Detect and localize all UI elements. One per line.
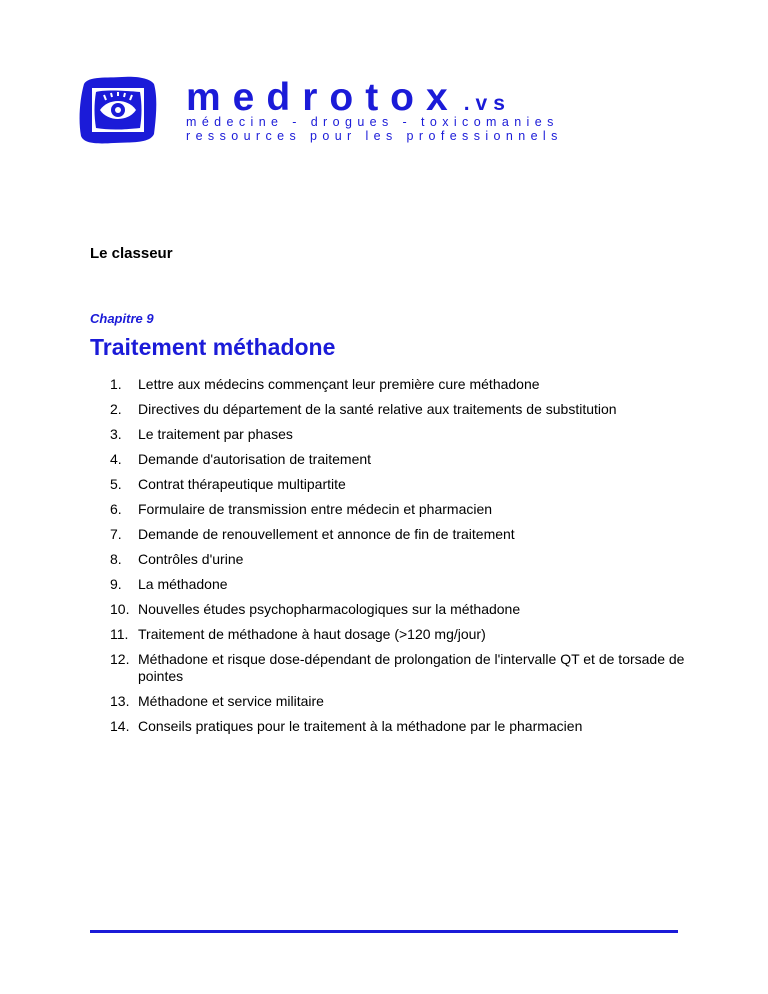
toc-item-number: 12. — [110, 651, 130, 667]
toc-item-text: Méthadone et risque dose-dépendant de prolongation de l'intervalle QT et de torsade de pointes — [138, 651, 685, 684]
toc-item-number: 1. — [110, 376, 122, 392]
toc-item-text: Nouvelles études psychopharmacologiques sur la méthadone — [138, 601, 521, 617]
toc-item-number: 2. — [110, 401, 122, 417]
section-title: Le classeur — [90, 245, 173, 262]
toc-item-text: Conseils pratiques pour le traitement à la méthadone par le pharmacien — [138, 718, 583, 734]
toc-item — [110, 693, 690, 710]
chapter-label: Chapitre 9 — [90, 311, 154, 326]
page-title: Traitement méthadone — [90, 334, 336, 360]
toc-item-text: Contrat thérapeutique multipartite — [138, 476, 346, 492]
toc-item — [110, 526, 690, 543]
toc-item — [110, 476, 690, 493]
toc-item-text: Demande d'autorisation de traitement — [138, 451, 372, 467]
toc-item-number: 9. — [110, 576, 122, 592]
toc-item — [110, 651, 690, 685]
toc-item — [110, 626, 690, 643]
brand-word: medrotox — [186, 76, 460, 119]
toc-item — [110, 576, 690, 593]
table-of-contents — [110, 376, 690, 743]
toc-item — [110, 376, 690, 393]
toc-item-number: 5. — [110, 476, 122, 492]
toc-item-text: Demande de renouvellement et annonce de fin de traitement — [138, 526, 515, 542]
toc-item-text: La méthadone — [138, 576, 228, 592]
toc-item — [110, 401, 690, 418]
toc-item — [110, 451, 690, 468]
toc-item — [110, 426, 690, 443]
toc-item-number: 14. — [110, 718, 130, 734]
brand-tld: .vs — [463, 92, 511, 115]
toc-item — [110, 501, 690, 518]
toc-item-number: 10. — [110, 601, 130, 617]
footer-divider — [90, 930, 678, 933]
toc-item-text: Directives du département de la santé relative aux traitements de substitution — [138, 401, 617, 417]
toc-item — [110, 601, 690, 618]
toc-item-text: Méthadone et service militaire — [138, 693, 324, 709]
toc-item-number: 8. — [110, 551, 122, 567]
tagline-secondary: ressources pour les professionnels — [186, 129, 563, 143]
toc-item-text: Contrôles d'urine — [138, 551, 244, 567]
toc-item-text: Traitement de méthadone à haut dosage (>120 mg/jour) — [138, 626, 486, 642]
toc-item-text: Lettre aux médecins commençant leur première cure méthadone — [138, 376, 540, 392]
toc-item-number: 3. — [110, 426, 122, 442]
toc-item-text: Formulaire de transmission entre médecin et pharmacien — [138, 501, 493, 517]
tagline-primary: médecine - drogues - toxicomanies — [186, 115, 559, 129]
toc-item — [110, 551, 690, 568]
toc-item-number: 13. — [110, 693, 130, 709]
toc-item-text: Le traitement par phases — [138, 426, 293, 442]
toc-item-number: 4. — [110, 451, 122, 467]
toc-item-number: 11. — [110, 626, 129, 642]
toc-item-number: 6. — [110, 501, 122, 517]
eye-icon — [78, 74, 158, 146]
toc-item — [110, 718, 690, 735]
toc-item-number: 7. — [110, 526, 122, 542]
site-header — [78, 70, 598, 150]
